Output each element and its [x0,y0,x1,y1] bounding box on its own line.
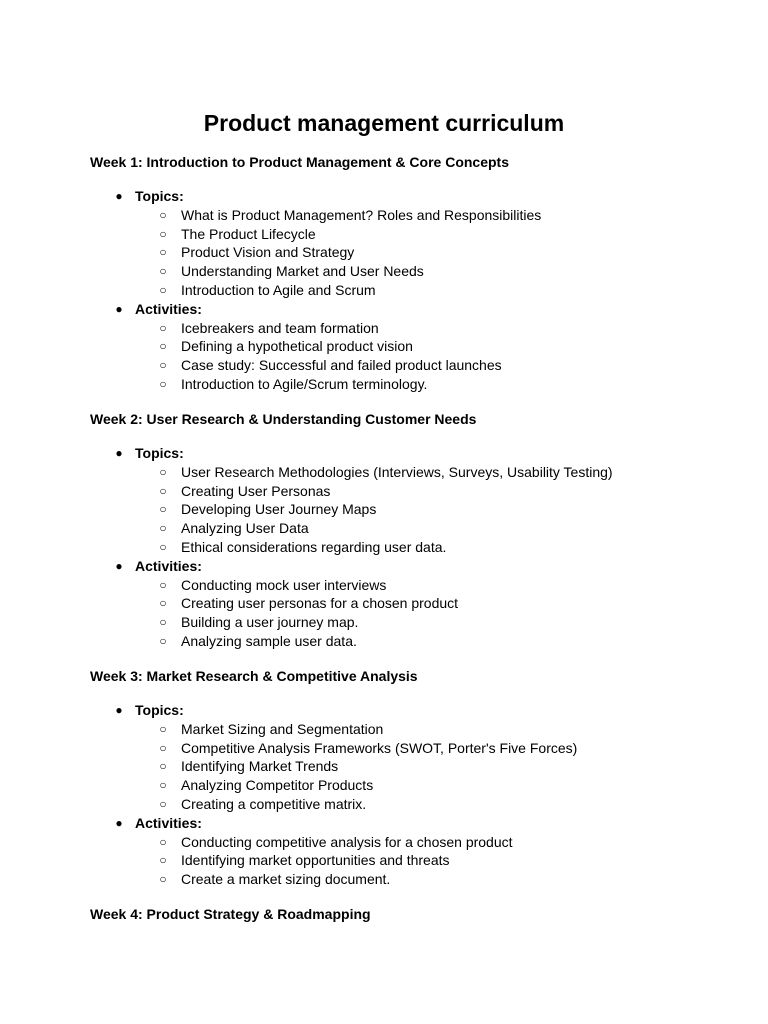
circle-bullet: ○ [159,721,167,736]
list-item [90,500,730,519]
list-item [90,613,730,632]
topic-item: Analyzing User Data [181,520,309,537]
list-item [90,337,730,356]
topic-item: Market Sizing and Segmentation [181,720,384,737]
activities-label: Activities: [135,557,202,574]
list-item [90,463,730,482]
topic-item: Creating User Personas [181,482,331,499]
disc-bullet: ● [115,301,123,316]
circle-bullet: ○ [159,358,167,373]
circle-bullet: ○ [159,596,167,611]
circle-bullet: ○ [159,778,167,793]
list-item [90,206,730,225]
document-title: Product management curriculum [203,110,565,136]
circle-bullet: ○ [159,853,167,868]
activity-item: Analyzing sample user data. [181,632,357,649]
list-item [90,795,730,814]
list-item [90,319,730,338]
week-section [90,410,730,651]
topic-item: Product Vision and Strategy [181,244,355,261]
week-body [90,444,730,651]
week-heading: Week 2: User Research & Understanding Customer Needs [90,411,477,427]
topic-item: Creating a competitive matrix. [181,795,367,812]
topics-header [90,444,730,463]
activities-header [90,814,730,833]
week-body [90,187,730,394]
topic-item: Ethical considerations regarding user data. [181,538,447,555]
list-item [90,482,730,501]
circle-bullet: ○ [159,872,167,887]
list-item [90,225,730,244]
activity-item: Introduction to Agile/Scrum terminology. [181,375,428,392]
topic-item: Identifying Market Trends [181,758,339,775]
week-heading: Week 4: Product Strategy & Roadmapping [90,906,371,922]
circle-bullet: ○ [159,226,167,241]
week-section [90,905,730,923]
list-item [90,576,730,595]
circle-bullet: ○ [159,740,167,755]
disc-bullet: ● [115,189,123,203]
list-item [90,375,730,394]
topics-label: Topics: [135,702,184,718]
list-item [90,757,730,776]
disc-bullet: ● [115,703,123,717]
list-item [90,281,730,300]
disc-bullet: ● [115,558,123,573]
list-item [90,739,730,758]
activities-label: Activities: [135,300,202,317]
list-item [90,538,730,557]
circle-bullet: ○ [159,502,167,517]
list-item [90,519,730,538]
topics-header [90,701,730,720]
disc-bullet: ● [115,815,123,830]
circle-bullet: ○ [159,483,167,498]
activities-label: Activities: [135,814,202,831]
circle-bullet: ○ [159,615,167,630]
activity-item: Conducting competitive analysis for a chosen product [181,833,513,850]
circle-bullet: ○ [159,376,167,391]
topics-label: Topics: [135,445,184,461]
circle-bullet: ○ [159,464,167,479]
topic-item: User Research Methodologies (Interviews, Surveys, Usability Testing) [181,463,613,480]
topic-item: Introduction to Agile and Scrum [181,281,376,298]
topic-item: The Product Lifecycle [181,225,316,242]
circle-bullet: ○ [159,245,167,260]
circle-bullet: ○ [159,282,167,297]
week-section [90,667,730,889]
circle-bullet: ○ [159,759,167,774]
week-body [90,701,730,889]
topic-item: Competitive Analysis Frameworks (SWOT, Porter's Five Forces) [181,739,578,756]
activity-item: Defining a hypothetical product vision [181,338,413,355]
list-item [90,720,730,739]
circle-bullet: ○ [159,577,167,592]
circle-bullet: ○ [159,320,167,335]
week-section [90,153,730,394]
list-item [90,833,730,852]
list-item [90,776,730,795]
activity-item: Identifying market opportunities and threats [181,852,450,869]
circle-bullet: ○ [159,207,167,222]
list-item [90,870,730,889]
week-heading: Week 3: Market Research & Competitive Analysis [90,668,418,684]
circle-bullet: ○ [159,539,167,554]
disc-bullet: ● [115,446,123,460]
circle-bullet: ○ [159,633,167,648]
topics-header [90,187,730,206]
circle-bullet: ○ [159,521,167,536]
list-item [90,356,730,375]
activity-item: Case study: Successful and failed product launches [181,357,502,374]
topic-item: Developing User Journey Maps [181,501,377,518]
activity-item: Create a market sizing document. [181,871,391,888]
activity-item: Conducting mock user interviews [181,576,387,593]
activity-item: Building a user journey map. [181,614,359,631]
list-item [90,594,730,613]
activities-header [90,557,730,576]
circle-bullet: ○ [159,834,167,849]
list-item [90,262,730,281]
list-item [90,243,730,262]
topic-item: What is Product Management? Roles and Responsibilities [181,206,542,223]
topic-item: Analyzing Competitor Products [181,777,374,794]
list-item [90,632,730,651]
circle-bullet: ○ [159,264,167,279]
activity-item: Creating user personas for a chosen product [181,595,459,612]
circle-bullet: ○ [159,339,167,354]
list-item [90,851,730,870]
circle-bullet: ○ [159,796,167,811]
topics-label: Topics: [135,188,184,204]
activities-header [90,300,730,319]
activity-item: Icebreakers and team formation [181,319,379,336]
week-heading: Week 1: Introduction to Product Management & Core Concepts [90,154,510,170]
topic-item: Understanding Market and User Needs [181,263,424,280]
